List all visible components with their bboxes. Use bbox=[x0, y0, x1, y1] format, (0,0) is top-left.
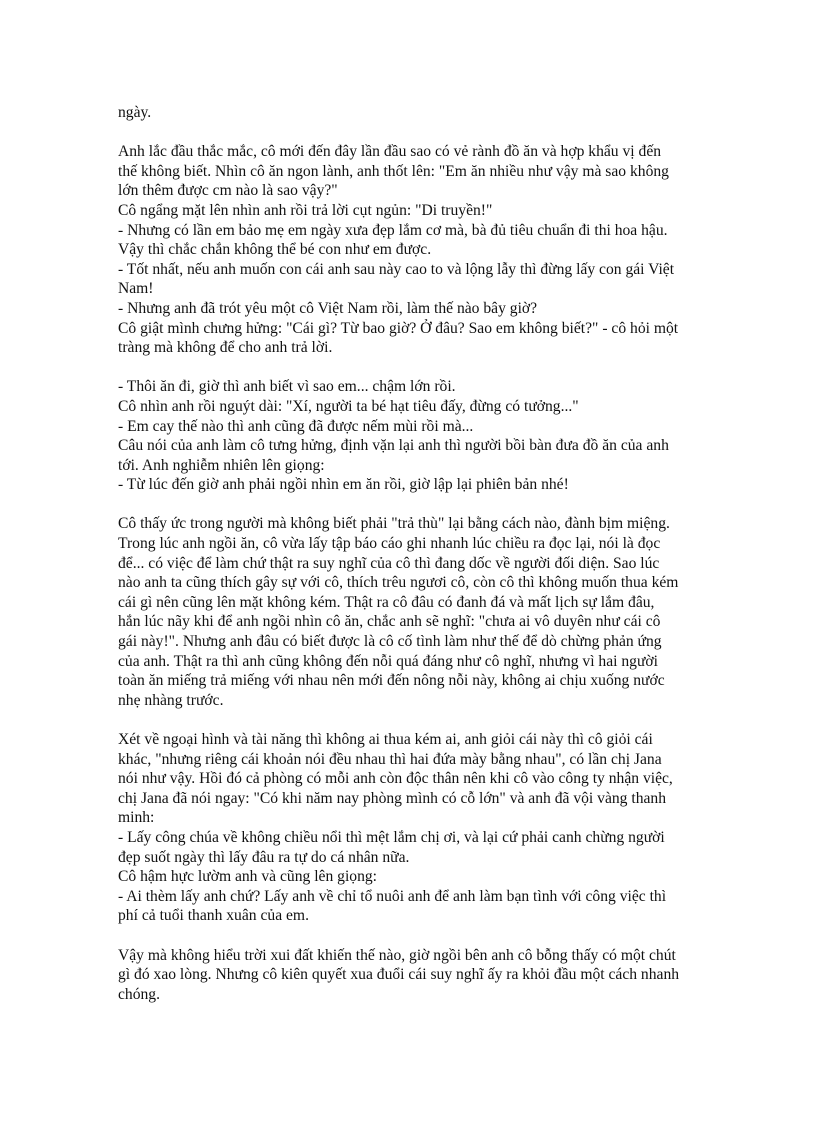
text-line: - Nhưng anh đã trót yêu một cô Việt Nam rồi, làm thế nào bây giờ? bbox=[118, 299, 538, 317]
text-line: - Thôi ăn đi, giờ thì anh biết vì sao em... chậm lớn rồi. bbox=[118, 378, 456, 396]
text-line: thế không biết. Nhìn cô ăn ngon lành, anh thốt lên: "Em ăn nhiều như vậy mà sao không bbox=[118, 162, 669, 180]
paragraph bbox=[118, 142, 708, 358]
paragraph bbox=[118, 103, 708, 123]
paragraph bbox=[118, 946, 708, 1005]
text-line: của anh. Thật ra thì anh cũng không đến nỗi quá đáng như cô nghĩ, nhưng vì hai người bbox=[118, 652, 659, 670]
text-line: chóng. bbox=[118, 985, 161, 1003]
text-line: - Tốt nhất, nếu anh muốn con cái anh sau này cao to và lộng lẫy thì đừng lấy con gái Việt bbox=[118, 260, 675, 278]
text-line: Câu nói của anh làm cô tưng hửng, định vặn lại anh thì người bồi bàn đưa đồ ăn của anh bbox=[118, 437, 669, 455]
text-line: Cô giật mình chưng hửng: "Cái gì? Từ bao giờ? Ở đâu? Sao em không biết?" - cô hỏi một bbox=[118, 319, 679, 337]
text-line: tới. Anh nghiễm nhiên lên giọng: bbox=[118, 456, 325, 474]
text-line: - Nhưng có lần em bảo mẹ em ngày xưa đẹp lắm cơ mà, bà đủ tiêu chuẩn đi thi hoa hậu. bbox=[118, 221, 668, 239]
text-line: Trong lúc anh ngồi ăn, cô vừa lấy tập báo cáo ghi nhanh lúc chiều ra đọc lại, nói là đọc bbox=[118, 535, 661, 553]
text-line: nào anh ta cũng thích gây sự với cô, thích trêu ngươi cô, còn cô thì không muốn thua kém bbox=[118, 574, 679, 592]
text-line: Vậy thì chắc chắn không thể bé con như em được. bbox=[118, 241, 432, 259]
paragraph-gap bbox=[118, 495, 708, 515]
document-body bbox=[118, 103, 708, 1004]
text-line: phí cả tuổi thanh xuân của em. bbox=[118, 907, 309, 925]
text-line: toàn ăn miếng trả miếng với nhau nên mới đến nông nỗi này, không ai chịu xuống nước bbox=[118, 672, 665, 690]
text-line: Cô ngẩng mặt lên nhìn anh rồi trả lời cụt ngủn: "Di truyền!" bbox=[118, 201, 493, 219]
text-line: - Em cay thế nào thì anh cũng đã được nếm mùi rồi mà... bbox=[118, 417, 474, 435]
text-line: Cô thấy ức trong người mà không biết phải "trả thù" lại bằng cách nào, đành bịm miệng. bbox=[118, 515, 670, 533]
paragraph-gap bbox=[118, 358, 708, 378]
text-line: chị Jana đã nói ngay: "Có khi năm nay phòng mình có cỗ lớn" và anh đã vội vàng thanh bbox=[118, 789, 667, 807]
text-line: lớn thêm được cm nào là sao vậy?" bbox=[118, 182, 338, 200]
text-line: tràng mà không để cho anh trả lời. bbox=[118, 339, 333, 357]
text-line: minh: bbox=[118, 809, 155, 827]
paragraph bbox=[118, 514, 708, 710]
text-line: cái gì nên cũng lên mặt không kém. Thật ra cô đâu có đanh đá và mất lịch sự lắm đâu, bbox=[118, 593, 655, 611]
paragraph-gap bbox=[118, 926, 708, 946]
text-line: ngày. bbox=[118, 104, 152, 121]
text-line: Vậy mà không hiểu trời xui đất khiến thế nào, giờ ngồi bên anh cô bỗng thấy có một chút bbox=[118, 946, 676, 964]
paragraph-gap bbox=[118, 710, 708, 730]
text-line: - Từ lúc đến giờ anh phải ngồi nhìn em ăn rồi, giờ lập lại phiên bản nhé! bbox=[118, 476, 569, 494]
text-line: Anh lắc đầu thắc mắc, cô mới đến đây lần đầu sao có vẻ rành đồ ăn và hợp khẩu vị đến bbox=[118, 143, 662, 161]
text-line: khác, "nhưng riêng cái khoản nói đều nhau thì hai đứa mày bằng nhau", có lần chị Jana bbox=[118, 750, 662, 768]
text-line: - Ai thèm lấy anh chứ? Lấy anh về chỉ tổ nuôi anh để anh làm bạn tình với công việc thì bbox=[118, 887, 667, 905]
text-line: hắn lúc nãy khi để anh ngồi nhìn cô ăn, chắc anh sẽ nghĩ: "chưa ai vô duyên như cái cô bbox=[118, 613, 661, 631]
paragraph bbox=[118, 377, 708, 495]
text-line: gì đó xao lòng. Nhưng cô kiên quyết xua đuổi cái suy nghĩ ấy ra khỏi đầu một cách nhanh bbox=[118, 966, 680, 984]
text-line: đẹp suốt ngày thì lấy đâu ra tự do cá nhân nữa. bbox=[118, 848, 410, 866]
text-line: Xét về ngoại hình và tài năng thì không ai thua kém ai, anh giỏi cái này thì cô giỏi cái bbox=[118, 731, 653, 748]
paragraph bbox=[118, 730, 708, 926]
text-line: nói như vậy. Hồi đó cả phòng có mỗi anh còn độc thân nên khi cô vào công ty nhận việc, bbox=[118, 770, 673, 788]
text-line: - Lấy công chúa về không chiều nổi thì mệt lắm chị ơi, và lại cứ phải canh chừng người bbox=[118, 828, 665, 846]
text-line: Nam! bbox=[118, 280, 154, 298]
text-line: để... có việc để làm chứ thật ra suy nghĩ của cô thì đang dốc về người đối diện. Sao lúc bbox=[118, 554, 660, 572]
paragraph-gap bbox=[118, 123, 708, 143]
text-line: gái này!". Nhưng anh đâu có biết được là cô cố tình làm như thế để dò chừng phản ứng bbox=[118, 633, 662, 651]
text-line: Cô hậm hực lườm anh và cũng lên giọng: bbox=[118, 868, 378, 886]
text-line: nhẹ nhàng trước. bbox=[118, 691, 224, 709]
text-line: Cô nhìn anh rồi nguýt dài: "Xí, người ta bé hạt tiêu đấy, đừng có tưởng..." bbox=[118, 397, 579, 415]
